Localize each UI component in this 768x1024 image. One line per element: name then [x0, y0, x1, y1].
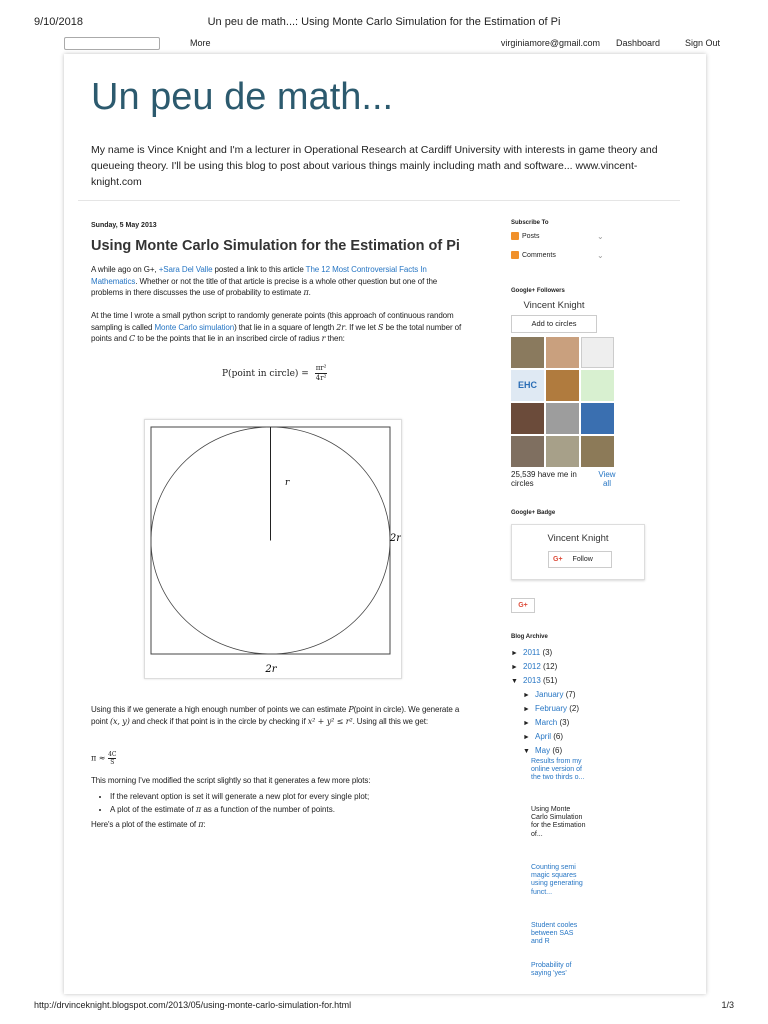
- chevron-down-icon[interactable]: ⌄: [597, 251, 604, 260]
- avatar[interactable]: [581, 337, 614, 368]
- pi-symbol: π: [303, 288, 309, 297]
- chevron-down-icon[interactable]: ⌄: [597, 232, 604, 241]
- approx-denominator: S: [110, 759, 115, 766]
- text: Using this if we generate a high enough number of points we can estimate: [91, 705, 349, 714]
- formula-lhs: P(point in circle) =: [222, 369, 309, 379]
- header-divider: [78, 200, 680, 201]
- text: A while ago on G+,: [91, 265, 159, 274]
- print-title: Un peu de math...: Using Monte Carlo Simulation for the Estimation of Pi: [207, 16, 561, 28]
- triangle-down-icon[interactable]: ▼: [511, 678, 518, 685]
- archive-count: (6): [553, 732, 564, 741]
- math: (x, y): [109, 716, 130, 726]
- subscribe-comments[interactable]: [511, 251, 621, 270]
- avatar[interactable]: [546, 370, 579, 401]
- text: be the total number of points and: [91, 322, 462, 343]
- sidebar-subscribe: [511, 220, 621, 270]
- archive-item[interactable]: [511, 646, 631, 660]
- avatar[interactable]: [581, 436, 614, 467]
- text: :: [203, 820, 206, 829]
- print-footer: [34, 1000, 734, 1012]
- blog-page: [64, 54, 706, 994]
- bullet-item: • If the relevant option is set it will generate a new plot for every single plot;: [110, 790, 369, 803]
- archive-count: (51): [543, 676, 558, 685]
- text: to be the points that lie in an inscribed circle of radius: [135, 334, 322, 343]
- approx-numerator: 4C: [108, 751, 117, 758]
- circles-count: [511, 470, 616, 488]
- archive-post-link: Using Monte Carlo Simulation for the Estimation of...: [531, 806, 586, 838]
- avatar[interactable]: [546, 436, 579, 467]
- archive-count: (3): [542, 648, 553, 657]
- archive-item[interactable]: [511, 744, 631, 758]
- archive-label[interactable]: April: [535, 732, 552, 741]
- text: then:: [325, 334, 345, 343]
- print-header: [34, 16, 734, 30]
- pi-symbol: π: [195, 805, 202, 814]
- comments-label: Comments: [522, 251, 556, 259]
- follower-avatars: [511, 337, 597, 467]
- follow-label: Follow: [572, 556, 593, 563]
- blog-archive: [511, 634, 631, 982]
- avatar[interactable]: [581, 370, 614, 401]
- avatar[interactable]: [511, 337, 544, 368]
- add-to-circles-button[interactable]: Add to circles: [511, 315, 597, 333]
- text: At the time I wrote a small python script to randomly generate points (this approach of continuous random sampling is called: [91, 311, 454, 332]
- archive-item[interactable]: [511, 688, 631, 702]
- triangle-right-icon[interactable]: ►: [511, 650, 518, 657]
- archive-label[interactable]: February: [535, 704, 568, 713]
- side-label-right: 2r: [389, 533, 401, 544]
- math: P: [348, 705, 354, 714]
- text: .: [308, 288, 311, 297]
- archive-label[interactable]: 2011: [523, 648, 541, 657]
- archive-count: (6): [552, 746, 563, 755]
- paragraph-1: [91, 264, 471, 299]
- follow-button[interactable]: [548, 551, 612, 568]
- print-url: http://drvinceknight.blogspot.com/2013/05/using-monte-carlo-simulation-for.html: [34, 1000, 352, 1010]
- archive-count: (2): [569, 704, 580, 713]
- math: x² + y² ≤ r²: [307, 716, 353, 726]
- radius-label: r: [285, 478, 290, 488]
- blog-description: My name is Vince Knight and I'm a lecturer in Operational Research at Cardiff University with interests in game theory and queueing theory. I'll be using this blog to post about various things mainly including math and software... www.vincent-knight.com: [91, 144, 658, 188]
- subscribe-posts[interactable]: [511, 232, 621, 251]
- google-plus-icon: G+: [553, 556, 563, 563]
- followers-name[interactable]: Vincent Knight: [523, 300, 585, 311]
- circle-diagram: [145, 420, 401, 678]
- followers-heading: Google+ Followers: [511, 288, 565, 294]
- archive-post-link[interactable]: Results from my online version of the two thirds o...: [531, 758, 585, 782]
- user-email: virginiamore@gmail.com: [500, 38, 600, 48]
- approx-lhs: π ≈: [91, 753, 106, 763]
- circle-in-square-figure: [144, 419, 402, 679]
- rss-icon: [511, 251, 519, 259]
- post-date: Sunday, 5 May 2013: [91, 222, 157, 229]
- subscribe-heading: Subscribe To: [511, 220, 549, 226]
- formula-fraction: [315, 364, 328, 383]
- side-label-bottom: 2r: [265, 664, 277, 675]
- text: (point in circle). We generate a point: [91, 705, 460, 726]
- avatar[interactable]: [581, 403, 614, 434]
- blogger-navbar: [60, 34, 728, 54]
- archive-item[interactable]: [511, 674, 631, 688]
- avatar[interactable]: [511, 436, 544, 467]
- archive-count: (7): [565, 690, 576, 699]
- badge-name[interactable]: Vincent Knight: [547, 533, 609, 544]
- text: . If we let: [344, 322, 378, 332]
- view-all-link[interactable]: View all: [598, 470, 616, 488]
- archive-post-link[interactable]: Probability of saying 'yes': [531, 962, 572, 978]
- archive-label[interactable]: 2013: [523, 676, 541, 685]
- math: r: [321, 334, 326, 343]
- triangle-right-icon[interactable]: ►: [523, 706, 530, 713]
- may-posts-list: [531, 758, 587, 982]
- google-plus-button[interactable]: G+: [511, 598, 535, 613]
- approx-fraction: [108, 751, 116, 766]
- followers-widget: [511, 288, 616, 488]
- triangle-right-icon[interactable]: ►: [523, 692, 530, 699]
- archive-item[interactable]: [511, 660, 631, 674]
- text: A plot of the estimate of: [110, 805, 196, 814]
- more-link[interactable]: More: [190, 38, 211, 48]
- posts-label: Posts: [522, 232, 540, 240]
- paragraph-4: This morning I've modified the script slightly so that it generates a few more plots:: [91, 776, 371, 785]
- archive-label[interactable]: January: [535, 690, 564, 699]
- text: and check if that point is in the circle by checking if: [129, 716, 308, 726]
- blog-title[interactable]: Un peu de math...: [91, 76, 394, 118]
- triangle-down-icon[interactable]: ▼: [523, 748, 530, 755]
- dashboard-link[interactable]: Dashboard: [615, 38, 660, 48]
- text: . Using all this we get:: [352, 716, 428, 726]
- bullet-list: [104, 790, 369, 816]
- bullet-item: [110, 803, 369, 816]
- triangle-right-icon[interactable]: ►: [523, 734, 530, 741]
- pi-approx-formula: [91, 751, 116, 766]
- avatar[interactable]: [546, 403, 579, 434]
- badge-heading: Google+ Badge: [511, 510, 556, 516]
- paragraph-2: [91, 310, 471, 345]
- formula-numerator: πr²: [315, 364, 327, 372]
- paragraph-3: [91, 704, 471, 727]
- text: as a function of the number of points.: [201, 805, 335, 814]
- print-page-number: 1/3: [721, 1000, 734, 1010]
- circles-text: 25,539 have me in circles: [511, 470, 577, 488]
- probability-formula: [222, 364, 327, 383]
- triangle-right-icon[interactable]: ►: [523, 720, 530, 727]
- text: . Whether or not the title of that article is precise is a whole other question but one of the problems in there discusses the use of probability to estimate: [91, 276, 438, 297]
- archive-item[interactable]: [511, 702, 631, 716]
- sara-link[interactable]: +Sara Del Valle: [158, 265, 213, 274]
- avatar[interactable]: [546, 337, 579, 368]
- print-date: 9/10/2018: [34, 16, 83, 28]
- math: 2r: [336, 322, 345, 332]
- math: C: [129, 334, 136, 343]
- archive-heading: Blog Archive: [511, 634, 548, 640]
- text: posted a link to this article: [212, 265, 306, 274]
- search-input[interactable]: [64, 37, 160, 50]
- archive-label[interactable]: May: [535, 746, 551, 755]
- formula-denominator: 4r²: [315, 374, 327, 382]
- avatar[interactable]: [511, 403, 544, 434]
- archive-list: [511, 646, 631, 758]
- text: Here's a plot of the estimate of: [91, 820, 199, 829]
- paragraph-5: [91, 819, 471, 831]
- text: ) that lie in a square of length: [234, 322, 337, 332]
- archive-item[interactable]: [511, 730, 631, 744]
- archive-post-link[interactable]: Student cooles between SAS and R: [531, 922, 578, 946]
- archive-count: (12): [543, 662, 558, 671]
- archive-label[interactable]: March: [535, 718, 558, 727]
- archive-label[interactable]: 2012: [523, 662, 541, 671]
- sign-out-link[interactable]: Sign Out: [684, 38, 720, 48]
- pi-symbol: π: [198, 820, 204, 829]
- archive-item[interactable]: [511, 716, 631, 730]
- archive-post-link[interactable]: Counting semi magic squares using generating funct...: [531, 864, 583, 896]
- rss-icon: [511, 232, 519, 240]
- archive-count: (3): [559, 718, 570, 727]
- monte-carlo-link[interactable]: Monte Carlo simulation: [154, 322, 235, 332]
- article-link[interactable]: The 12 Most Controversial Facts In Mathematics: [91, 265, 427, 286]
- triangle-right-icon[interactable]: ►: [511, 664, 518, 671]
- math: S: [377, 322, 384, 332]
- google-plus-badge: [511, 524, 645, 580]
- post-title[interactable]: Using Monte Carlo Simulation for the Estimation of Pi: [91, 238, 460, 254]
- avatar[interactable]: EHC: [511, 370, 544, 401]
